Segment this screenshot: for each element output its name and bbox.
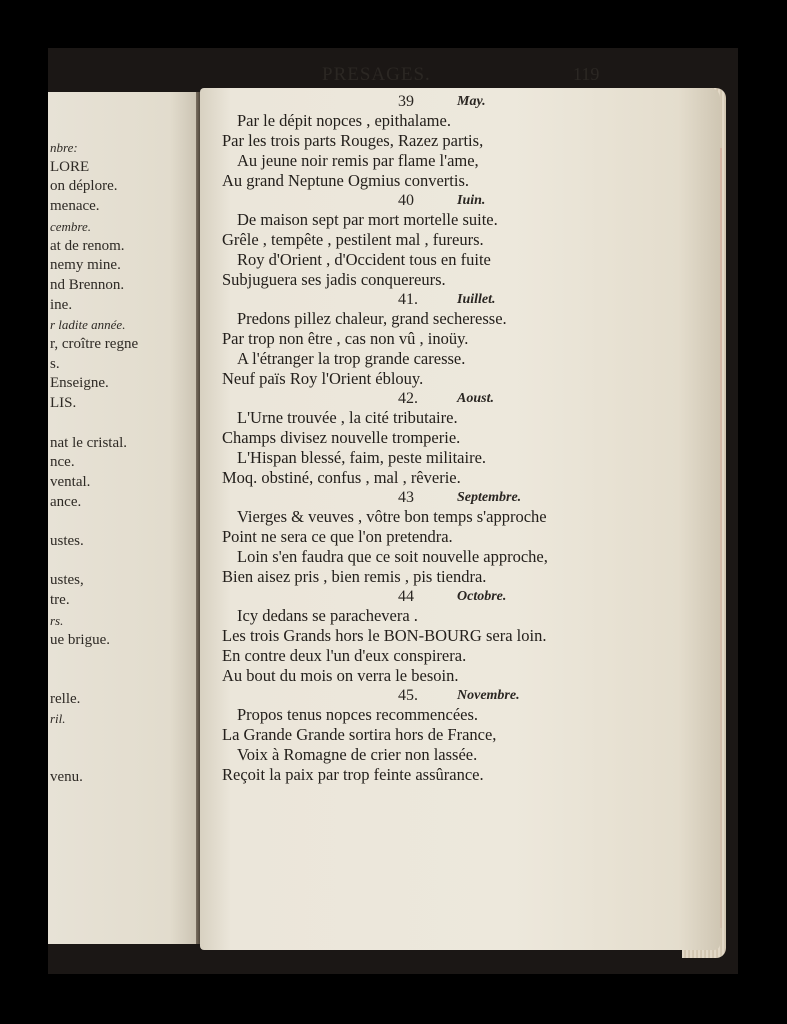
verse-line: Predons pillez chaleur, grand secheresse. [237,309,507,328]
left-page-line: relle. [50,690,81,707]
left-page-line: r ladite année. [50,317,126,333]
verse-line: Point ne sera ce que l'on pretendra. [222,527,453,546]
stanza-number: 41. [398,291,418,308]
verse-line: Icy dedans se parachevera . [237,606,418,625]
verse-line: Subjuguera ses jadis conquereurs. [222,270,446,289]
verse-line: L'Urne trouvée , la cité tributaire. [237,408,458,427]
stanza-number: 39 [398,93,414,110]
stanza-month: Septembre. [457,490,522,505]
left-page-line: ustes, [50,572,84,589]
left-page-line: menace. [50,198,100,215]
left-page-line: venu. [50,769,83,786]
verse-line: Par le dépit nopces , epithalame. [237,111,451,130]
left-page-line: ustes. [50,533,84,549]
verse-line: A l'étranger la trop grande caresse. [237,349,466,368]
verse-line: Par trop non être , cas non vû , inoüy. [222,329,469,348]
page-header [0,64,787,88]
stanza-month: Iuin. [457,193,486,208]
verse-line: Voix à Romagne de crier non lassée. [237,745,478,764]
stanza-month: Octobre. [457,589,507,604]
left-page-line: ril. [50,711,66,727]
left-page-line: Enseigne. [50,375,109,392]
left-page-line: cembre. [50,218,92,234]
left-page-line: nbre: [50,140,78,155]
left-page-line: vental. [50,473,91,490]
verse-line: Au bout du mois on verra le besoin. [222,666,459,685]
verse-line: Au grand Neptune Ogmius convertis. [222,171,469,190]
verse-line: De maison sept par mort mortelle suite. [237,210,498,229]
stanza-number: 42. [398,390,418,407]
left-page-line: nemy mine. [50,257,121,274]
verse-line: L'Hispan blessé, faim, peste militaire. [237,448,487,467]
stanza-number: 44 [398,588,414,605]
stanza-heading [222,191,642,210]
verse-block [222,92,642,785]
left-page-line: ine. [50,296,73,313]
verse-line: Au jeune noir remis par flame l'ame, [237,151,479,170]
left-page-line: tre. [50,592,70,609]
verse-line: Moq. obstiné, confus , mal , rêverie. [222,468,461,487]
left-page-line: LIS. [50,395,77,412]
stanza-number: 43 [398,489,414,506]
stanza-month: Novembre. [457,688,520,703]
left-page-line: nd Brennon. [50,276,125,293]
stanza-month: Iuillet. [457,292,496,307]
stanza-month: May. [457,94,486,109]
verse-line: Neuf païs Roy l'Orient éblouy. [222,369,424,388]
stanza-heading [222,587,642,606]
stanza-heading [222,290,642,309]
verse-line: Champs divisez nouvelle tromperie. [222,428,461,447]
left-page [48,92,202,944]
stanza-heading [222,92,642,111]
left-page-line: r, croître regne [50,336,139,352]
left-page-line: at de renom. [50,237,125,254]
left-page-line: LORE [50,158,90,175]
left-page-line: on déplore. [50,178,118,195]
verse-line: Par les trois parts Rouges, Razez partis, [222,131,484,150]
stanza-number: 45. [398,687,418,704]
running-head: PRESAGES. [322,64,431,85]
left-page-line: ance. [50,493,82,510]
verse-line: En contre deux l'un d'eux conspirera. [222,646,467,665]
left-page-line: s. [50,355,60,372]
verse-line: Roy d'Orient , d'Occident tous en fuite [237,250,491,269]
left-page-line: ue brigue. [50,631,110,648]
left-page-line: nce. [50,454,75,471]
page-number: 119 [573,64,600,84]
left-page-line: nat le cristal. [50,434,128,451]
verse-line: Propos tenus nopces recommencées. [237,705,479,724]
verse-line: Loin s'en faudra que ce soit nouvelle approche, [237,547,548,566]
verse-line: Grêle , tempête , pestilent mal , fureurs. [222,230,484,249]
verse-line: Reçoit la paix par trop feinte assûrance. [222,765,484,784]
stanza-month: Aoust. [457,391,494,406]
stanza-number: 40 [398,192,414,209]
verse-line: Vierges & veuves , vôtre bon temps s'approche [237,507,547,526]
verse-line: Bien aisez pris , bien remis , pis tiendra. [222,567,487,586]
verse-line: La Grande Grande sortira hors de France, [222,725,497,744]
stanza-heading [222,488,642,507]
stanza-heading [222,389,642,408]
left-page-line: rs. [50,612,64,628]
verse-line: Les trois Grands hors le BON-BOURG sera loin. [222,626,547,645]
stanza-heading [222,686,642,705]
